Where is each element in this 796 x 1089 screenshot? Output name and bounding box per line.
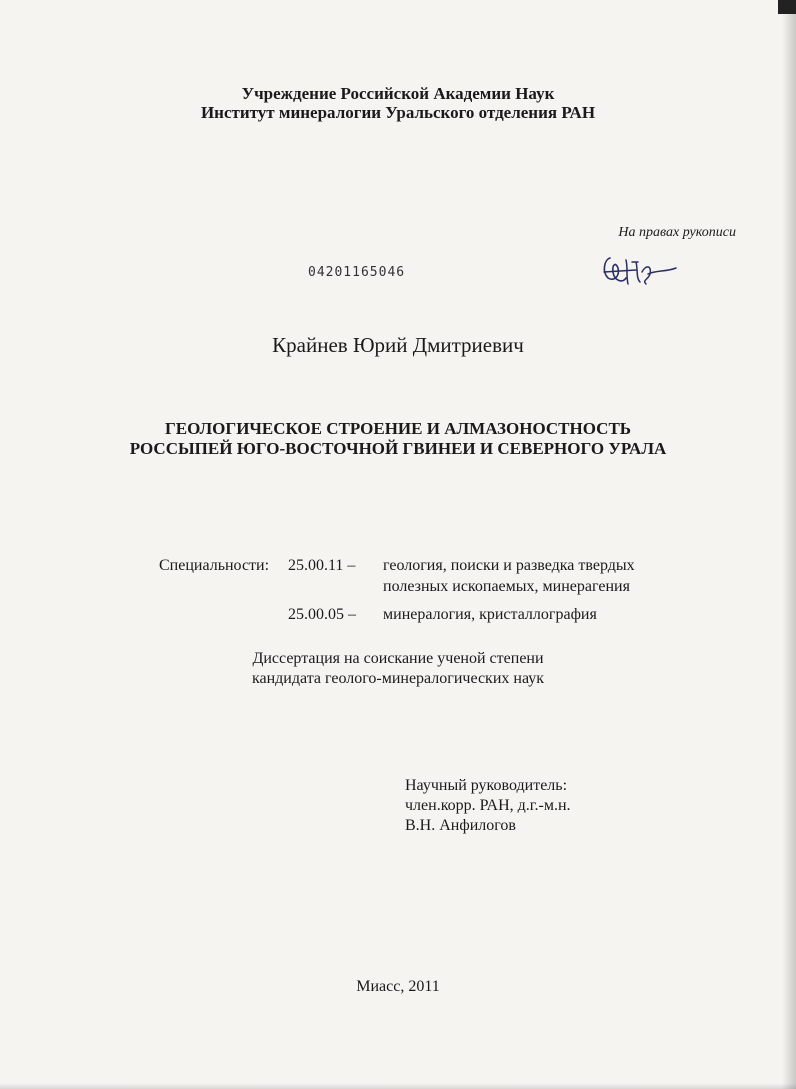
organization-line-2: Институт минералогии Уральского отделения РАН <box>200 103 596 122</box>
document-code: 04201165046 <box>308 265 406 280</box>
page-bottom-shadow <box>0 1083 796 1089</box>
author-name: Крайнев Юрий Дмитриевич <box>272 333 524 357</box>
city-year: Миасс, 2011 <box>356 978 440 995</box>
title-line-2: РОССЫПЕЙ ЮГО-ВОСТОЧНОЙ ГВИНЕИ И СЕВЕРНОГО УРАЛА <box>129 439 667 458</box>
specialty-text-1b: полезных ископаемых, минерагения <box>383 578 630 595</box>
dissertation-line-1: Диссертация на соискание ученой степени <box>252 650 544 667</box>
specialty-text-2: минералогия, кристаллография <box>383 606 597 623</box>
specialty-text-1a: геология, поиски и разведка твердых <box>383 557 635 574</box>
scan-corner-mark <box>778 0 796 14</box>
specialty-code-2: 25.00.05 – <box>288 606 356 623</box>
handwritten-signature <box>596 250 680 290</box>
rights-note: На правах рукописи <box>618 225 736 240</box>
supervisor-degree: член.корр. РАН, д.г.-м.н. <box>405 797 571 814</box>
dissertation-line-2: кандидата геолого-минералогических наук <box>251 670 545 687</box>
title-line-1: ГЕОЛОГИЧЕСКОЕ СТРОЕНИЕ И АЛМАЗОНОСТНОСТЬ <box>164 419 632 438</box>
specialty-code-1: 25.00.11 – <box>288 557 356 574</box>
organization-line-1: Учреждение Российской Академии Наук <box>241 84 555 103</box>
supervisor-name: В.Н. Анфилогов <box>405 817 516 834</box>
specialties-label: Специальности: <box>159 557 270 574</box>
page-edge-shadow <box>782 0 796 1089</box>
supervisor-label: Научный руководитель: <box>405 777 568 794</box>
